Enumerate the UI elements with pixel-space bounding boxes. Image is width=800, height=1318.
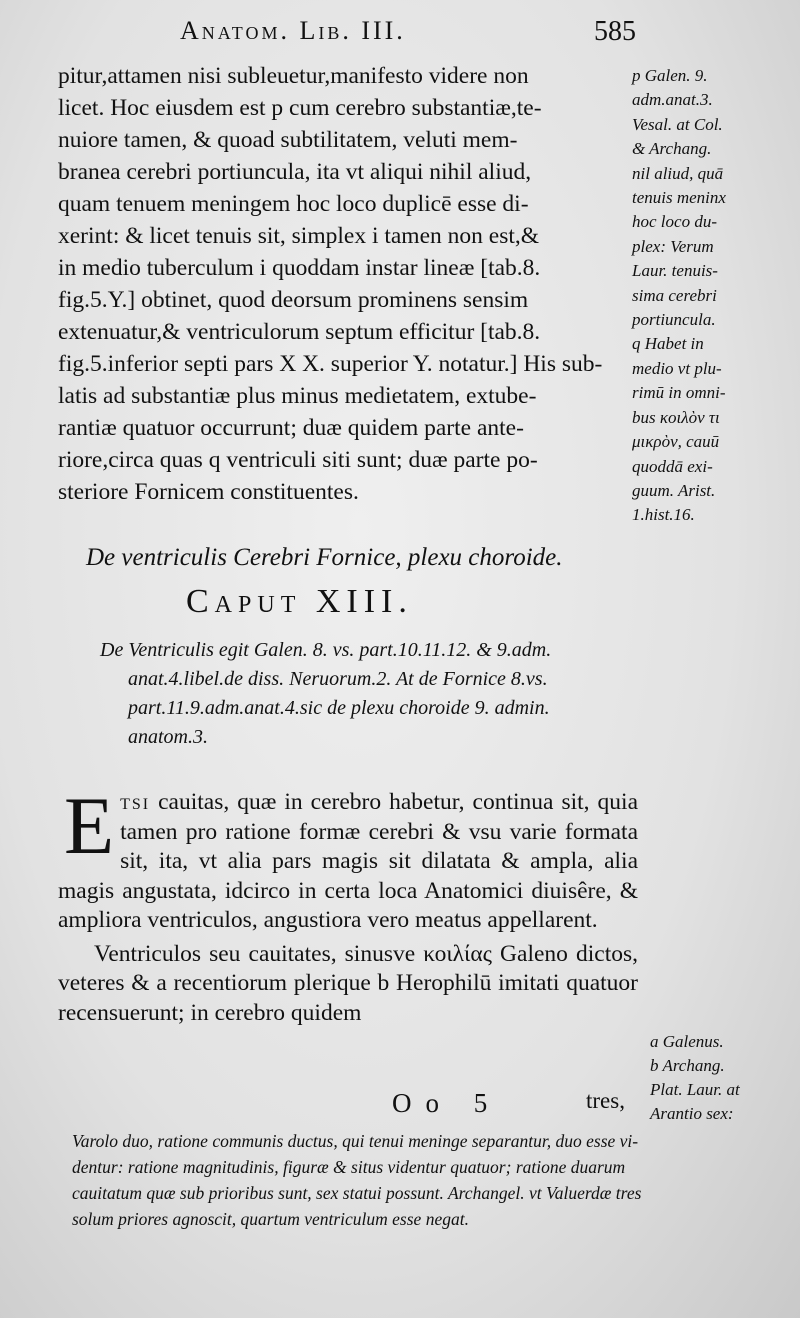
margin-note-line: Vesal. at Col.	[632, 114, 723, 134]
text-line: in medio tuberculum i quoddam instar lineæ [tab.8.	[58, 255, 541, 281]
text-line: extenuatur,& ventriculorum septum efficitur [tab.8.	[58, 319, 541, 345]
footnote	[72, 1128, 784, 1232]
margin-note-line: adm.anat.3.	[632, 90, 713, 110]
footnote-line: cauitatum quæ sub prioribus sunt, sex statui possunt. Archangel. vt Valuerdæ tres	[72, 1183, 642, 1203]
text-line: fig.5.inferior septi pars X X. superior Y. notatur.] His sub-	[58, 351, 603, 377]
text-line: latis ad substantiæ plus minus medietatem, extube-	[58, 383, 537, 409]
text-line: nuiore tamen, & quoad subtilitatem, veluti mem-	[58, 127, 518, 153]
margin-note-line: μικρὸν, cauū	[632, 432, 720, 452]
margin-note-line: nil aliud, quā	[632, 163, 724, 183]
margin-note-line: Plat. Laur. at	[650, 1080, 740, 1099]
signature-mark: Oo 5	[392, 1088, 502, 1118]
running-head: Anatom. Lib. III.	[180, 16, 406, 45]
footnote-line: dentur: ratione magnitudinis, figuræ & situs videntur quatuor; ratione duarum	[72, 1157, 626, 1177]
margin-note-line: hoc loco du-	[632, 212, 717, 232]
summary-line: De Ventriculis egit Galen. 8. vs. part.10.11.12. & 9.adm.	[100, 639, 552, 661]
margin-note-line: tenuis meninx	[632, 188, 726, 208]
lead-word: tsi	[120, 789, 151, 815]
margin-note-line: & Archang.	[632, 139, 712, 159]
summary-line: anatom.3.	[128, 726, 208, 748]
margin-notes-top	[632, 64, 792, 528]
footnote-line: solum priores agnoscit, quartum ventriculum esse negat.	[72, 1209, 469, 1229]
margin-note-line: a Galenus.	[650, 1032, 724, 1051]
margin-note-line: Arantio sex:	[650, 1104, 734, 1123]
margin-note-line: 1.hist.16.	[632, 505, 695, 525]
margin-note-line: sima cerebri	[632, 285, 717, 305]
text-line: branea cerebri portiuncula, ita vt aliqui nihil aliud,	[58, 159, 532, 185]
page-number: 585	[594, 16, 636, 47]
paragraph-2: Ventriculos seu cauitates, sinusve κοιλίας Galeno dictos, veteres & a recentiorum plerique b Herophilū imitati quatuor recensuerunt; in cerebro quidem	[58, 940, 638, 1026]
chapter-heading: Caput XIII.	[186, 583, 413, 620]
footnote-line: Varolo duo, ratione communis ductus, qui tenui meninge separantur, duo esse vi-	[72, 1131, 639, 1151]
margin-note-line: rimū in omni-	[632, 383, 726, 403]
main-text-top	[58, 60, 638, 508]
text-line: riore,circa quas q ventriculi siti sunt; duæ parte po-	[58, 447, 538, 473]
section-title: De ventriculis Cerebri Fornice, plexu choroide.	[86, 544, 563, 571]
margin-note-line: guum. Arist.	[632, 480, 716, 500]
text-line: steriore Fornicem constituentes.	[58, 479, 359, 505]
drop-cap: E	[64, 780, 115, 871]
summary-line: part.11.9.adm.anat.4.sic de plexu choroide 9. admin.	[128, 697, 550, 719]
main-text-chapter	[58, 780, 638, 1028]
margin-note-line: medio vt plu-	[632, 358, 722, 378]
margin-note-line: Laur. tenuis-	[632, 261, 718, 281]
chapter-summary	[100, 636, 630, 752]
margin-note-line: bus κοιλὸν τι	[632, 407, 720, 427]
text-line: licet. Hoc eiusdem est p cum cerebro substantiæ,te-	[58, 95, 542, 121]
margin-note-line: portiuncula.	[632, 310, 716, 330]
text-line: rantiæ quatuor occurrunt; duæ quidem parte ante-	[58, 415, 524, 441]
text-line: pitur,attamen nisi subleuetur,manifesto videre non	[58, 63, 529, 89]
margin-notes-bottom	[650, 1030, 796, 1126]
margin-note-line: quoddā exi-	[632, 456, 713, 476]
margin-note-line: p Galen. 9.	[632, 66, 708, 85]
paragraph-text: cauitas, quæ in cerebro habetur, continua sit, quia tamen pro ratione formæ cerebri & vsu varie formata sit, ita, vt alia pars magis sit dilatata & ampla, alia magis angustata, idcirco in certa loca Anatomici diuisêre, & ampliora ventriculos, angustiora vero meatus appellarent.	[58, 789, 638, 933]
margin-note-line: q Habet in	[632, 334, 704, 354]
text-line: quam tenuem meningem hoc loco duplicē esse di-	[58, 191, 529, 217]
summary-line: anat.4.libel.de diss. Neruorum.2. At de Fornice 8.vs.	[128, 668, 548, 690]
paragraph-1	[58, 780, 638, 936]
margin-note-line: plex: Verum	[632, 236, 714, 256]
catchword: tres,	[586, 1088, 625, 1113]
margin-note-line: b Archang.	[650, 1056, 725, 1075]
text-line: fig.5.Y.] obtinet, quod deorsum prominens sensim	[58, 287, 529, 313]
text-line: xerint: & licet tenuis sit, simplex i tamen non est,&	[58, 223, 540, 249]
